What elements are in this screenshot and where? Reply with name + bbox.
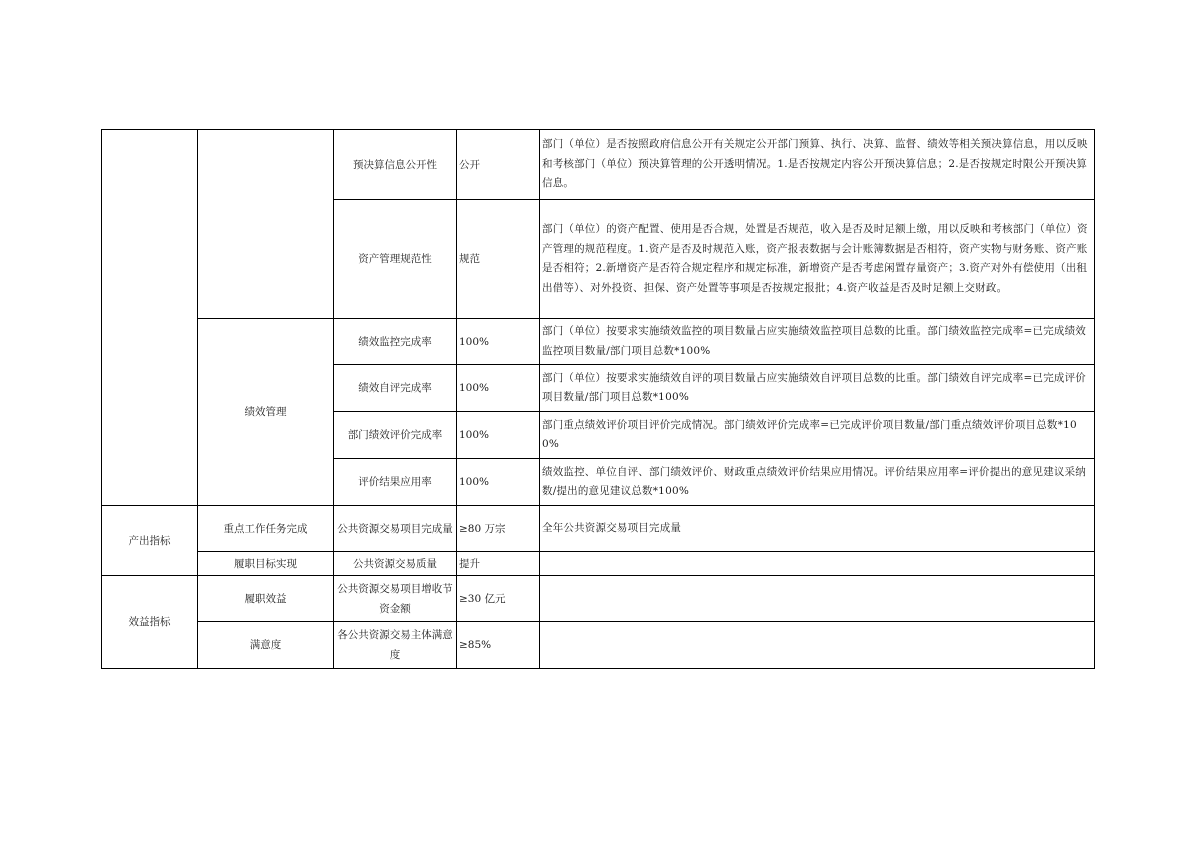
- target-value: ≥30 亿元: [457, 576, 540, 622]
- indicator-description: 部门（单位）按要求实施绩效自评的项目数量占应实施绩效自评项目总数的比重。部门绩效自评完成率=已完成评价项目数量/部门项目总数*100%: [540, 365, 1095, 412]
- level1-cell-empty: [102, 130, 198, 506]
- performance-indicator-table: [101, 129, 1095, 669]
- level2-indicator: 重点工作任务完成: [198, 506, 334, 552]
- level3-indicator: 各公共资源交易主体满意度: [334, 622, 457, 669]
- table-row: [102, 552, 1095, 576]
- table-row: [102, 506, 1095, 552]
- level3-indicator: 绩效自评完成率: [334, 365, 457, 412]
- table-row: [102, 576, 1095, 622]
- level2-indicator: 履职目标实现: [198, 552, 334, 576]
- indicator-description: 全年公共资源交易项目完成量: [540, 506, 1095, 552]
- target-value: 100%: [457, 459, 540, 506]
- target-value: 100%: [457, 319, 540, 365]
- level3-indicator: 预决算信息公开性: [334, 130, 457, 200]
- level3-indicator: 资产管理规范性: [334, 200, 457, 319]
- level2-indicator: 履职效益: [198, 576, 334, 622]
- level2-indicator: 满意度: [198, 622, 334, 669]
- level3-indicator: 部门绩效评价完成率: [334, 412, 457, 459]
- table-row: [102, 130, 1095, 200]
- level1-indicator: 产出指标: [102, 506, 198, 576]
- level3-indicator: 公共资源交易质量: [334, 552, 457, 576]
- indicator-description: 部门（单位）的资产配置、使用是否合规，处置是否规范，收入是否及时足额上缴，用以反映和考核部门（单位）资产管理的规范程度。1.资产是否及时规范入账，资产报表数据与会计账簿数据是否相符，资产实物与财务账、资产账是否相符；2.新增资产是否符合规定程序和规定标准，新增资产是否考虑闲置存量资产；3.资产对外有偿使用（出租出借等）、对外投资、担保、资产处置等事项是否按规定报批；4.资产收益是否及时足额上交财政。: [540, 200, 1095, 319]
- level2-indicator: 绩效管理: [198, 319, 334, 506]
- target-value: 公开: [457, 130, 540, 200]
- indicator-description: [540, 622, 1095, 669]
- level2-cell-empty: [198, 130, 334, 319]
- indicator-description: 部门（单位）按要求实施绩效监控的项目数量占应实施绩效监控项目总数的比重。部门绩效监控完成率=已完成绩效监控项目数量/部门项目总数*100%: [540, 319, 1095, 365]
- target-value: ≥80 万宗: [457, 506, 540, 552]
- indicator-description: [540, 552, 1095, 576]
- target-value: ≥85%: [457, 622, 540, 669]
- indicator-description: 绩效监控、单位自评、部门绩效评价、财政重点绩效评价结果应用情况。评价结果应用率=评价提出的意见建议采纳数/提出的意见建议总数*100%: [540, 459, 1095, 506]
- indicator-description: 部门（单位）是否按照政府信息公开有关规定公开部门预算、执行、决算、监督、绩效等相关预决算信息，用以反映和考核部门（单位）预决算管理的公开透明情况。1.是否按规定内容公开预决算信息；2.是否按规定时限公开预决算信息。: [540, 130, 1095, 200]
- target-value: 100%: [457, 412, 540, 459]
- table-row: [102, 622, 1095, 669]
- indicator-description: [540, 576, 1095, 622]
- target-value: 100%: [457, 365, 540, 412]
- level1-indicator: 效益指标: [102, 576, 198, 669]
- table-row: [102, 319, 1095, 365]
- level3-indicator: 绩效监控完成率: [334, 319, 457, 365]
- level3-indicator: 公共资源交易项目完成量: [334, 506, 457, 552]
- target-value: 规范: [457, 200, 540, 319]
- indicator-description: 部门重点绩效评价项目评价完成情况。部门绩效评价完成率=已完成评价项目数量/部门重点绩效评价项目总数*100%: [540, 412, 1095, 459]
- target-value: 提升: [457, 552, 540, 576]
- level3-indicator: 评价结果应用率: [334, 459, 457, 506]
- level3-indicator: 公共资源交易项目增收节资金额: [334, 576, 457, 622]
